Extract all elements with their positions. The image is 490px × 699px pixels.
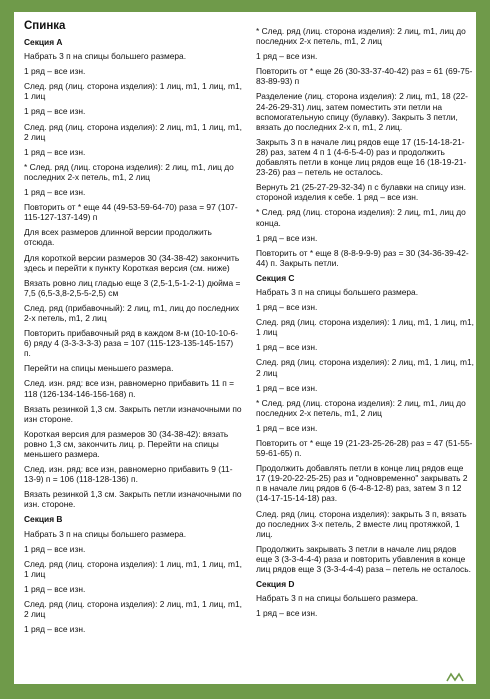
paragraph: Короткая версия для размеров 30 (34-38-42): вязать ровно 1,3 см, закончить лиц. р. Перейти на спицы меньшего размера. — [24, 428, 229, 459]
paragraph: След. ряд (лиц. сторона изделия): 2 лиц, m1, 1 лиц, m1, 2 лиц — [24, 599, 242, 620]
logo-icon — [446, 672, 464, 682]
paragraph: След. изн. ряд: все изн, равномерно прибавить 11 п = 118 (126-134-146-156-168) п. — [24, 378, 234, 399]
paragraph: * След. ряд (лиц. сторона изделия): 2 лиц, m1, лиц до последних 2-х петель, m1, 2 лиц — [256, 397, 466, 418]
paragraph: Набрать 3 п на спицы большего размера. — [24, 528, 187, 539]
paragraph: Вязать резинкой 1,3 см. Закрыть петли изначочными по изн стороне. — [24, 403, 242, 424]
left-column — [24, 20, 242, 639]
paragraph: След. ряд (прибавочный): 2 лиц, m1, лиц до последних 2-х петель, m1, 2 лиц — [24, 302, 240, 323]
paragraph: 1 ряд – все изн. — [24, 66, 86, 77]
section-heading: Секция А — [24, 37, 63, 47]
paragraph: Набрать 3 п на спицы большего размера. — [256, 286, 419, 297]
paragraph: След. ряд (лиц. сторона изделия): 1 лиц, m1, 1 лиц, m1, 1 лиц — [256, 317, 474, 338]
paragraph: 1 ряд – все изн. — [256, 422, 318, 433]
paragraph: Набрать 3 п на спицы большего размера. — [24, 51, 187, 62]
paragraph: Повторить от * еще 44 (49-53-59-64-70) раза = 97 (107-115-127-137-149) п — [24, 202, 238, 223]
paragraph: След. ряд (лиц. сторона изделия): 2 лиц, m1, 1 лиц, m1, 2 лиц — [24, 121, 242, 142]
paragraph: Перейти на спицы меньшего размера. — [24, 363, 174, 374]
paragraph: Продолжить добавлять петли в конце лиц рядов еще 17 (19-20-22-25-25) раз и "одновременно" закрывать 2 п в начале лиц рядов 6 (6-4-8-12-8) раз, затем 3 п 12 (14-17-15-14-18) раз. — [256, 463, 468, 504]
document-title: Спинка — [24, 20, 66, 32]
paragraph: След. ряд (лиц. сторона изделия): 1 лиц, m1, 1 лиц, m1, 1 лиц — [24, 558, 242, 579]
paragraph: След. ряд (лиц. сторона изделия): 2 лиц, m1, 1 лиц, m1, 2 лиц — [256, 357, 474, 378]
document-sheet — [14, 12, 476, 684]
paragraph: След. ряд (лиц. сторона изделия): 1 лиц, m1, 1 лиц, m1, 1 лиц — [24, 81, 242, 102]
paragraph: 1 ряд – все изн. — [24, 106, 86, 117]
section-heading: Секция С — [256, 272, 295, 283]
paragraph: Вернуть 21 (25-27-29-32-34) п с булавки на спицу изн. стороной изделия к себе. 1 ряд – все изн. — [256, 182, 466, 203]
paragraph: 1 ряд – все изн. — [24, 624, 86, 635]
paragraph: Повторить от * еще 26 (30-33-37-40-42) раз = 61 (69-75-83-89-93) п — [256, 66, 473, 87]
paragraph: Набрать 3 п на спицы большего размера. — [256, 593, 419, 604]
paragraph: 1 ряд – все изн. — [256, 51, 318, 62]
paragraph: Повторить от * еще 8 (8-8-9-9-9) раз = 30 (34-36-39-42-44) п. Закрыть петли. — [256, 247, 469, 268]
paragraph: Разделение (лиц. сторона изделия): 2 лиц, m1, 18 (22-24-26-29-31) лиц, затем поместить эти петли на вспомогательную спицу (булавку). Закрыть 3 петли, вязать до последних 2-х п, m1, 2 лиц. — [256, 91, 468, 132]
paragraph: Закрыть 3 п в начале лиц рядов еще 17 (15-14-18-21-28) раз, затем 4 п 1 (4-6-5-4-0) раз и продолжить добавлять петли в конце лиц рядов еще 16 (18-19-21-23-26) раз – петель не осталось. — [256, 136, 467, 178]
paragraph: Вязать ровно лиц гладью еще 3 (2,5-1,5-1-2-1) дюйма = 7,5 (6,5-3,8-2,5-5-2,5) см — [24, 277, 241, 298]
paragraph: * След. ряд (лиц. сторона изделия): 2 лиц, m1, лиц до конца. — [256, 207, 466, 228]
paragraph: Повторить от * еще 19 (21-23-25-26-28) раз = 47 (51-55-59-61-65) п. — [256, 438, 473, 459]
paragraph: * След. ряд (лиц. сторона изделия): 2 лиц, m1, лиц до последних 2-х петель, m1, 2 лиц — [256, 26, 466, 47]
section-heading: Секция В — [24, 514, 63, 525]
paragraph: След. изн. ряд: все изн, равномерно прибавить 9 (11-13-9) п = 106 (118-128-136) п. — [24, 464, 233, 485]
paragraph: Продолжить закрывать 3 петли в начале лиц рядов еще 3 (3-3-4-4-4) раза и повторить убавления в конце лиц рядов еще 3 (3-3-4-4-4) раза – петель не осталось. — [256, 543, 471, 575]
paragraph: 1 ряд – все изн. — [24, 146, 86, 157]
paragraph: 1 ряд – все изн. — [256, 382, 318, 393]
paragraph: 1 ряд – все изн. — [256, 342, 318, 353]
paragraph: 1 ряд – все изн. — [24, 187, 86, 198]
paragraph: 1 ряд – все изн. — [256, 232, 318, 243]
paragraph: * След. ряд (лиц. сторона изделия): 2 лиц, m1, лиц до последних 2-х петель, m1, 2 лиц — [24, 161, 234, 182]
paragraph: Вязать резинкой 1,3 см. Закрыть петли изначочными по изн. стороне. — [24, 489, 242, 510]
right-column — [256, 26, 474, 623]
paragraph: 1 ряд – все изн. — [256, 608, 318, 619]
paragraph: 1 ряд – все изн. — [24, 543, 86, 554]
paragraph: Для всех размеров длинной версии продолжить отсюда. — [24, 227, 212, 248]
paragraph: Для короткой версии размеров 30 (34-38-42) закончить здесь и перейти к пункту Короткая версия (см. ниже) — [24, 252, 240, 273]
paragraph: 1 ряд – все изн. — [256, 302, 318, 313]
paragraph: Повторить прибавочный ряд в каждом 8-м (10-10-10-6-6) ряду 4 (3-3-3-3-3) раза = 107 (115-123-135-145-157) п. — [24, 328, 239, 359]
paragraph: След. ряд (лиц. сторона изделия): закрыть 3 п, вязать до последних 3-х петель, 2 вместе лиц протяжкой, 1 лиц. — [256, 508, 467, 539]
paragraph: 1 ряд – все изн. — [24, 583, 86, 594]
section-heading: Секция D — [256, 579, 295, 590]
